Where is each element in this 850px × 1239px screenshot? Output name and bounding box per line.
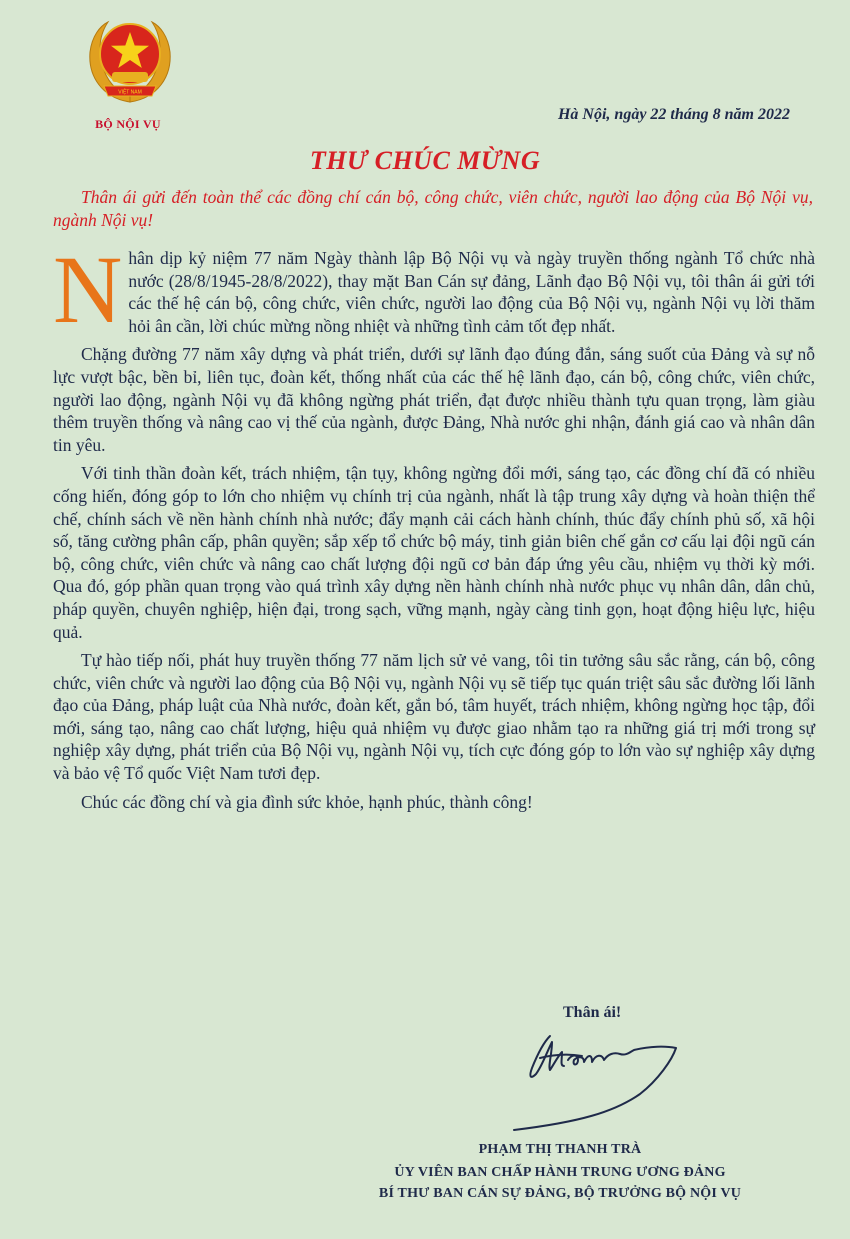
letter-body xyxy=(53,236,815,819)
signer-name: PHẠM THỊ THANH TRÀ xyxy=(478,1142,642,1157)
letter-title: THƯ CHÚC MỪNG xyxy=(309,146,541,175)
paragraph-1-text: hân dịp kỷ niệm 77 năm Ngày thành lập Bộ Nội vụ và ngày truyền thống ngành Tổ chức nhà nước (28/8/1945-28/8/2022), thay mặt Ban Cán sự đảng, Lãnh đạo Bộ Nội vụ, tôi thân ái gửi tới các thế hệ cán bộ, công chức, viên chức, người lao động của Bộ Nội vụ, ngành Nội vụ lời thăm hỏi ân cần, lời chúc mừng nồng nhiệt và những tình cảm tốt đẹp nhất. xyxy=(128,248,815,336)
paragraph-4: Tự hào tiếp nối, phát huy truyền thống 77 năm lịch sử vẻ vang, tôi tin tưởng sâu sắc rằng, cán bộ, công chức, viên chức và người lao động của Bộ Nội vụ, ngành Nội vụ sẽ tiếp tục quán triệt sâu sắc đường lối lãnh đạo của Đảng, pháp luật của Nhà nước, đoàn kết, gắn bó, tâm huyết, trách nhiệm, không ngừng học tập, đổi mới, sáng tạo, nâng cao chất lượng, hiệu quả nhiệm vụ được giao nhằm tạo ra những giá trị mới trong sự nghiệp xây dựng, phát triển của Bộ Nội vụ, ngành Nội vụ, tích cực đóng góp to lớn vào sự nghiệp xây dựng và bảo vệ Tổ quốc Việt Nam tươi đẹp. xyxy=(53,650,815,784)
paragraph-5: Chúc các đồng chí và gia đình sức khỏe, hạnh phúc, thành công! xyxy=(81,791,533,812)
handwritten-signature xyxy=(500,1024,700,1136)
letter-greeting: Thân ái gửi đến toàn thể các đồng chí cán bộ, công chức, viên chức, người lao động của Bộ Nội vụ, ngành Nội vụ! xyxy=(53,187,813,230)
letter-date: Hà Nội, ngày 22 tháng 8 năm 2022 xyxy=(557,106,790,123)
signer-title-line-1: ỦY VIÊN BAN CHẤP HÀNH TRUNG ƯƠNG ĐẢNG xyxy=(394,1165,726,1180)
emblem-ribbon-text: VIỆT NAM xyxy=(118,89,142,96)
organization-name: BỘ NỘI VỤ xyxy=(95,117,161,131)
drop-cap: N xyxy=(53,236,123,343)
paragraph-2: Chặng đường 77 năm xây dựng và phát triển, dưới sự lãnh đạo đúng đắn, sáng suốt của Đảng và sự nỗ lực vượt bậc, bền bỉ, liên tục, đoàn kết, thống nhất của các thế hệ lãnh đạo, cán bộ, công chức, viên chức, người lao động, ngành Nội vụ đã không ngừng phát triển, đạt được nhiều thành tựu quan trọng, làm giàu thêm truyền thống và nâng cao vị thế của ngành, được Đảng, Nhà nước ghi nhận, đánh giá cao và nhân dân tin yêu. xyxy=(53,344,815,455)
paragraph-1 xyxy=(53,236,815,343)
paragraph-3: Với tinh thần đoàn kết, trách nhiệm, tận tụy, không ngừng đổi mới, sáng tạo, các đồng chí đã có nhiều cống hiến, đóng góp to lớn cho nhiệm vụ chính trị của ngành, nhất là tập trung xây dựng và hoàn thiện thể chế, chính sách về nền hành chính nhà nước; đẩy mạnh cải cách hành chính, thúc đẩy chính phủ số, xã hội số, tăng cường phân cấp, phân quyền; sắp xếp tổ chức bộ máy, tinh giản biên chế gắn cơ cấu lại đội ngũ cán bộ, công chức, viên chức và nâng cao chất lượng đội ngũ cơ bản đáp ứng yêu cầu, nhiệm vụ thời kỳ mới. Qua đó, góp phần quan trọng vào quá trình xây dựng nền hành chính nhà nước phục vụ nhân dân, dân chủ, pháp quyền, chuyên nghiệp, hiện đại, trong sạch, vững mạnh, ngày càng tinh gọn, hoạt động hiệu lực, hiệu quả. xyxy=(53,463,815,642)
signer-title-line-2: BÍ THƯ BAN CÁN SỰ ĐẢNG, BỘ TRƯỞNG BỘ NỘI VỤ xyxy=(378,1186,742,1201)
national-emblem-icon xyxy=(82,12,178,108)
emblem-gear xyxy=(112,72,148,82)
closing-phrase: Thân ái! xyxy=(563,1004,622,1021)
